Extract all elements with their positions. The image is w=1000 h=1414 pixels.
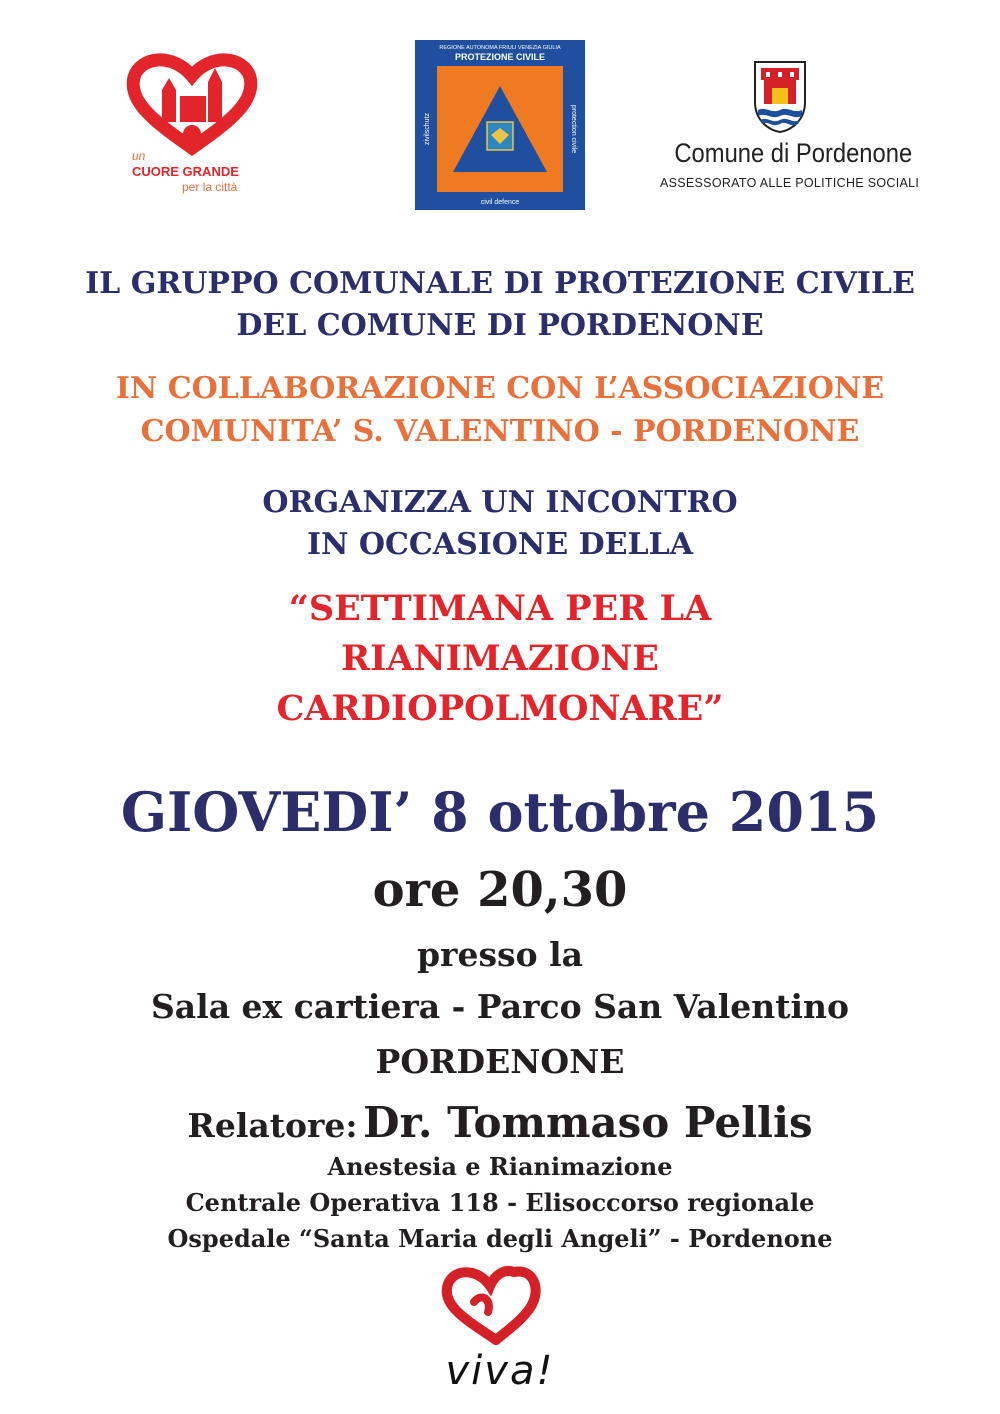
- speaker-name: Dr. Tommaso Pellis: [363, 1098, 813, 1147]
- svg-text:PROTEZIONE CIVILE: PROTEZIONE CIVILE: [454, 52, 546, 62]
- viva-logo: [430, 1262, 570, 1352]
- venue-prefix: presso la: [416, 935, 584, 974]
- comune-pordenone-logo: [660, 58, 920, 198]
- protezione-civile-logo: [415, 40, 585, 210]
- city-crest-icon: [660, 58, 900, 134]
- heart-icon: [120, 52, 265, 202]
- speaker-role-1: Anestesia e Rianimazione: [327, 1152, 673, 1181]
- event-title-line-1: “SETTIMANA PER LA: [288, 588, 712, 629]
- svg-text:zivilschutz: zivilschutz: [424, 113, 431, 145]
- svg-text:per la città: per la città: [182, 180, 238, 194]
- speaker-role-2: Centrale Operativa 118 - Elisoccorso regionale: [185, 1188, 815, 1217]
- cuore-grande-logo: [120, 52, 265, 202]
- svg-text:un: un: [132, 149, 146, 163]
- viva-heart-icon: [430, 1262, 570, 1352]
- collab-line-2: COMUNITA’ S. VALENTINO - PORDENONE: [140, 414, 860, 449]
- speaker-line: [0, 1098, 1000, 1147]
- heading-line-2: DEL COMUNE DI PORDENONE: [236, 308, 764, 343]
- venue-city: PORDENONE: [375, 1042, 625, 1081]
- comune-title: Comune di Pordenone: [674, 138, 913, 168]
- comune-subtitle: ASSESSORATO ALLE POLITICHE SOCIALI: [660, 176, 920, 190]
- event-title-line-3: CARDIOPOLMONARE”: [276, 688, 724, 729]
- speaker-label: Relatore:: [187, 1106, 358, 1145]
- svg-text:REGIONE AUTONOMA FRIULI VENEZI: REGIONE AUTONOMA FRIULI VENEZIA GIULIA: [439, 45, 561, 51]
- organizza-line-1: ORGANIZZA UN INCONTRO: [262, 485, 738, 520]
- speaker-role-3: Ospedale “Santa Maria degli Angeli” - Pordenone: [167, 1224, 833, 1253]
- heading-line-1: IL GRUPPO COMUNALE DI PROTEZIONE CIVILE: [85, 266, 915, 301]
- event-time: ore 20,30: [372, 862, 628, 918]
- svg-text:CUORE GRANDE: CUORE GRANDE: [132, 164, 239, 179]
- organizza-line-2: IN OCCASIONE DELLA: [307, 527, 693, 562]
- viva-text: viva!: [445, 1348, 555, 1394]
- event-title-line-2: RIANIMAZIONE: [341, 638, 659, 679]
- svg-text:protection civile: protection civile: [570, 104, 577, 154]
- svg-text:civil defence: civil defence: [480, 199, 520, 206]
- venue-place: Sala ex cartiera - Parco San Valentino: [150, 987, 850, 1026]
- event-date: GIOVEDI’ 8 ottobre 2015: [120, 780, 880, 844]
- collab-line-1: IN COLLABORAZIONE CON L’ASSOCIAZIONE: [115, 371, 885, 406]
- civil-defence-triangle-icon: [415, 40, 585, 210]
